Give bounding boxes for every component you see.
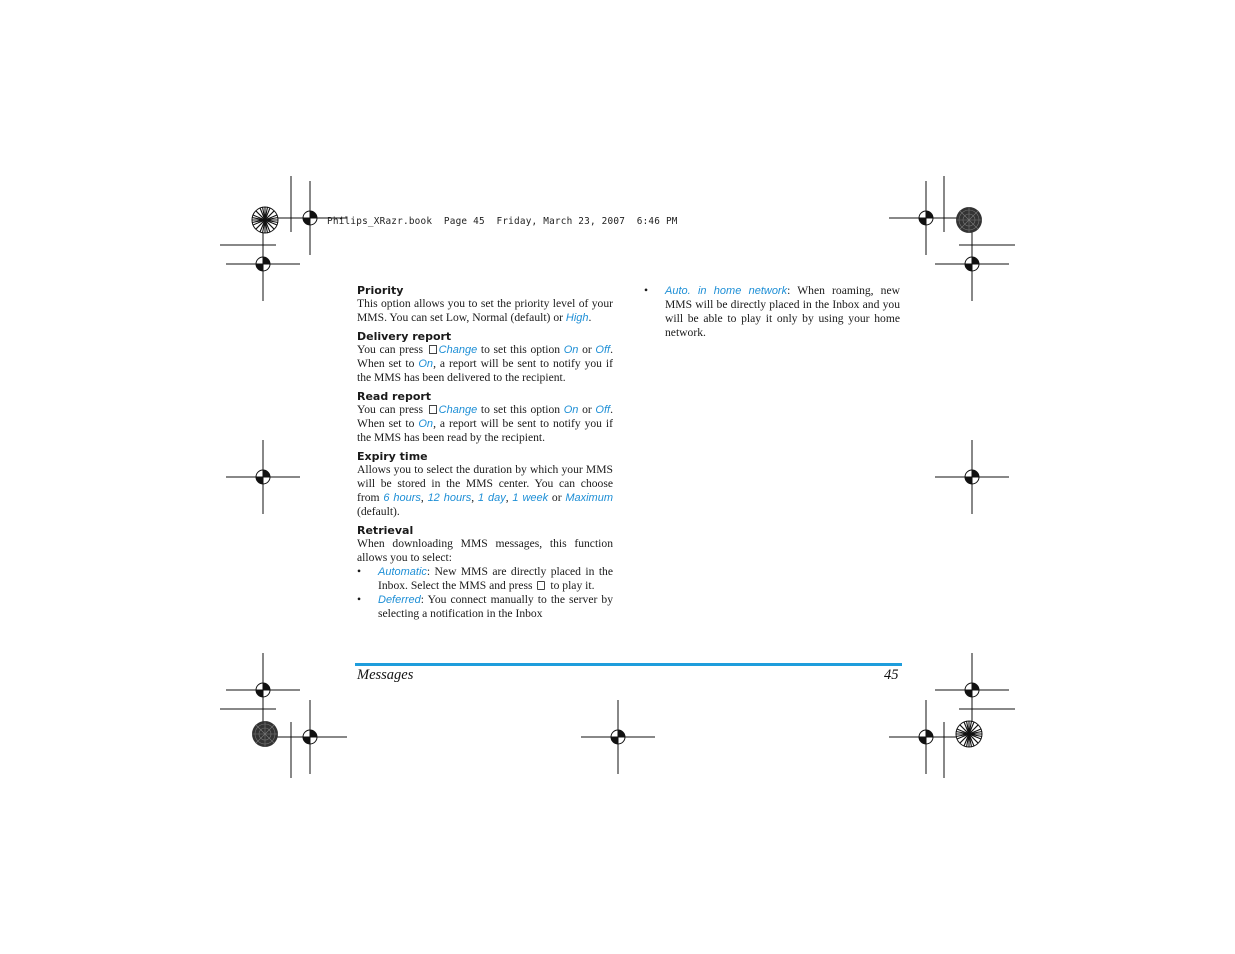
page-number: 45: [884, 667, 899, 683]
right-column: [644, 284, 900, 340]
expiry-time-text: Allows you to select the duration by which your MMS will be stored in the MMS center. You can choose from 6 hours, 12 hours, 1 day, 1 week or Maximum (default).: [357, 463, 613, 518]
option-high: High: [565, 312, 589, 324]
left-column: [357, 284, 613, 621]
heading-delivery-report: Delivery report: [357, 330, 452, 343]
left-softkey-icon: [429, 405, 437, 414]
retrieval-text: When downloading MMS messages, this function allows you to select:: [357, 537, 613, 564]
footer-section: Messages: [357, 667, 414, 683]
ok-key-icon: [537, 581, 545, 590]
heading-read-report: Read report: [357, 390, 432, 403]
heading-retrieval: Retrieval: [357, 524, 414, 537]
list-item: • Deferred: You connect manually to the server by selecting a notification in the Inbox: [357, 593, 613, 620]
print-header: Philips_XRazr.book Page 45 Friday, March 23, 2007 6:46 PM: [327, 216, 678, 227]
left-softkey-icon: [429, 345, 437, 354]
list-item: • Automatic: New MMS are directly placed in the Inbox. Select the MMS and press to play it.: [357, 565, 613, 592]
delivery-report-text: You can press Change to set this option On or Off. When set to On, a report will be sent to notify you if the MMS has been delivered to the recipient.: [357, 343, 613, 384]
priority-text: This option allows you to set the priority level of your MMS. You can set Low, Normal (default) or High.: [357, 297, 613, 324]
heading-priority: Priority: [357, 284, 404, 297]
footer-rule: [355, 663, 902, 666]
heading-expiry-time: Expiry time: [357, 450, 428, 463]
list-item: • Auto. in home network: When roaming, new MMS will be directly placed in the Inbox and you will be able to play it only by using your home network.: [644, 284, 900, 339]
read-report-text: You can press Change to set this option On or Off. When set to On, a report will be sent to notify you if the MMS has been read by the recipient.: [357, 403, 613, 444]
